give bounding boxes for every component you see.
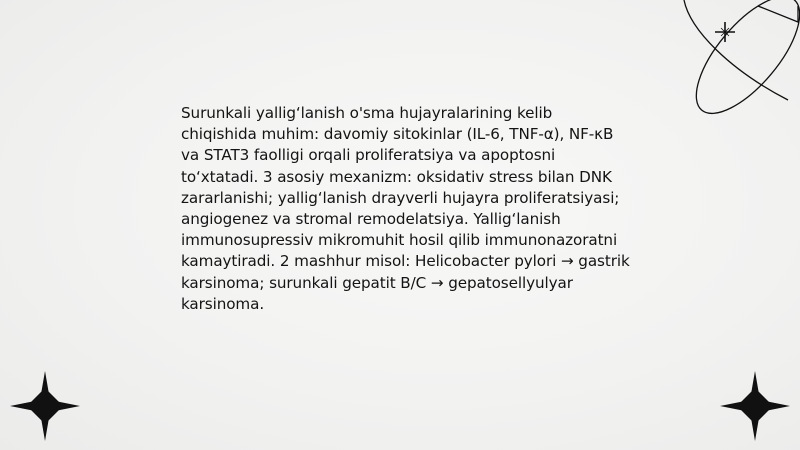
slide-body-text: Surunkali yallig‘lanish o'sma hujayralarining kelib chiqishida muhim: davomiy sitokinlar (IL-6, TNF-α), NF-κB va STAT3 faolligi orqali proliferatsiya va apoptosni to‘xtatadi. 3 asosiy mexanizm: oksidativ stress bilan DNK zararlanishi; yallig‘lanish drayverli hujayra proliferatsiyasi; angiogenez va stromal remodelatsiya. Yallig‘lanish immunosupressiv mikromuhit hosil qilib immunonazoratni kamaytiradi. 2 mashhur misol: Helicobacter pylori → gastrik karsinoma; surunkali gepatit B/C → gepatosellyulyar karsinoma. bbox=[181, 104, 630, 313]
orbit-sparkle-icon bbox=[670, 0, 800, 140]
four-point-star-icon bbox=[10, 371, 80, 441]
four-point-star-icon bbox=[720, 371, 790, 441]
